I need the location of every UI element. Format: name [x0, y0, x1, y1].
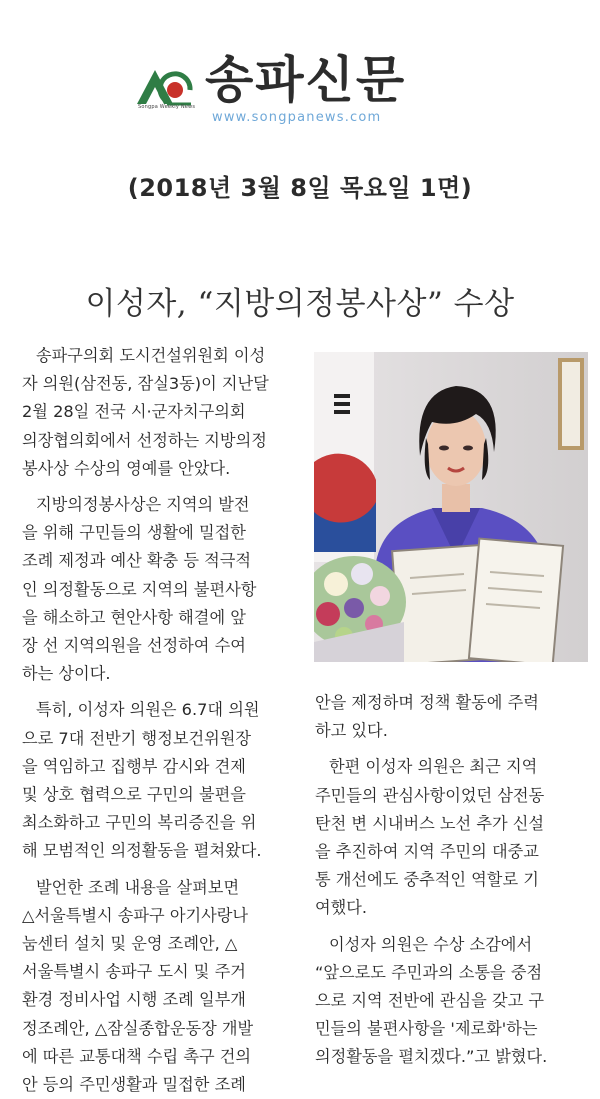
- body-line: △서울특별시 송파구 아기사랑나: [22, 905, 249, 925]
- body-line: 안 등의 주민생활과 밀접한 조례: [22, 1075, 246, 1095]
- body-line: 최소화하고 구민의 복리증진을 위: [22, 813, 257, 833]
- body-line: 주민들의 관심사항이었던 삼전동: [315, 785, 545, 805]
- body-line: 발언한 조례 내용을 살펴보면: [36, 877, 240, 897]
- body-line: 환경 정비사업 시행 조례 일부개: [22, 990, 246, 1010]
- body-line: 한편 이성자 의원은 최근 지역: [329, 757, 538, 777]
- body-line: 을 추진하여 지역 주민의 대중교: [315, 842, 539, 862]
- body-line: 을 역임하고 집행부 감시와 견제: [22, 756, 246, 776]
- body-line: 해 모범적인 의정활동을 펼쳐왔다.: [22, 841, 262, 861]
- body-line: 자 의원(삼전동, 잠실3동)이 지난달: [22, 374, 269, 394]
- headline: 이성자, “지방의정봉사상” 수상: [85, 286, 515, 322]
- body-line: 장 선 지역의원을 선정하여 수여: [22, 636, 246, 656]
- body-line: 및 상호 협력으로 구민의 불편을: [22, 785, 246, 805]
- article-column-right: [315, 689, 590, 1072]
- body-line: 서울특별시 송파구 도시 및 주거: [22, 962, 246, 982]
- body-line: 으로 7대 전반기 행정보건위원장: [22, 728, 252, 748]
- body-line: 인 의정활동으로 지역의 불편사항: [22, 579, 257, 599]
- masthead: [0, 0, 600, 140]
- article-column-left: [22, 342, 307, 1099]
- body-line: 에 따른 교통대책 수립 촉구 건의: [22, 1046, 252, 1066]
- body-line: 의정활동을 펼치겠다.”고 밝혔다.: [315, 1047, 548, 1067]
- body-line: 송파구의회 도시건설위원회 이성: [36, 346, 266, 365]
- body-line: 의장협의회에서 선정하는 지방의정: [22, 430, 267, 450]
- logo-tagline: Songpa Weekly News: [138, 104, 196, 110]
- body-line: 통 개선에도 중추적인 역할로 기: [315, 870, 539, 890]
- body-line: 특히, 이성자 의원은 6.7대 의원: [36, 700, 260, 720]
- body-line: 민들의 불편사항을 '제로화'하는: [315, 1019, 538, 1039]
- body-line: 안을 제정하며 정책 활동에 주력: [315, 693, 539, 712]
- body-line: 2월 28일 전국 시·군자치구의회: [22, 402, 246, 422]
- body-line: 을 해소하고 현안사항 해결에 앞: [22, 607, 246, 627]
- body-line: 이성자 의원은 수상 소감에서: [329, 934, 533, 954]
- article-photo: [314, 352, 588, 662]
- body-line: 여했다.: [315, 898, 368, 918]
- body-line: 정조례안, △잠실종합운동장 개발: [22, 1018, 254, 1038]
- newspaper-url: www.songpanews.com: [212, 110, 382, 125]
- songpa-logo-icon: [135, 60, 193, 108]
- body-line: 하는 상이다.: [22, 664, 111, 684]
- body-line: 탄천 변 시내버스 노선 추가 신설: [315, 813, 545, 833]
- body-line: 지방의정봉사상은 지역의 발전: [36, 495, 250, 515]
- body-line: 을 위해 구민들의 생활에 밀접한: [22, 523, 246, 543]
- body-line: 하고 있다.: [315, 721, 388, 741]
- body-line: 으로 지역 전반에 관심을 갖고 구: [315, 991, 545, 1011]
- body-line: 봉사상 수상의 영예를 안았다.: [22, 458, 231, 478]
- body-line: 조례 제정과 예산 확충 등 적극적: [22, 551, 252, 571]
- body-line: 눔센터 설치 및 운영 조례안, △: [22, 934, 238, 954]
- dateline: (2018년 3월 8일 목요일 1면): [127, 174, 473, 202]
- newspaper-title: 송파신문: [205, 51, 407, 109]
- council-member-photo-icon: [314, 352, 588, 662]
- body-line: “앞으로도 주민과의 소통을 중점: [315, 962, 543, 982]
